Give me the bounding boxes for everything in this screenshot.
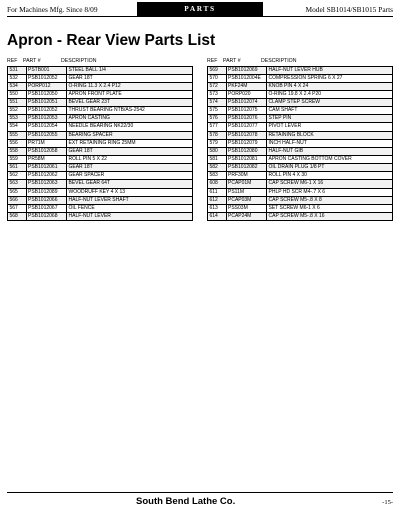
ref-cell: 608: [208, 180, 227, 187]
description-cell: CAM SHAFT: [268, 107, 298, 114]
part-number-cell: PSB1012068: [27, 213, 68, 220]
description-cell: EXT RETAINING RING 25MM: [68, 139, 136, 146]
table-row: [8, 148, 192, 156]
table-row: [208, 172, 392, 180]
part-number-cell: PSB1012069: [227, 67, 268, 74]
description-cell: APRON CASTING BOTTOM COVER: [268, 156, 352, 163]
description-cell: CAP SCREW M5-.8 X 8: [268, 196, 322, 203]
ref-cell: 572: [208, 83, 227, 90]
ref-cell: 574: [208, 99, 227, 106]
description-cell: PHLP HD SCR M4-.7 X 6: [268, 188, 326, 195]
ref-cell: 577: [208, 123, 227, 130]
table-row: [8, 164, 192, 172]
table-row: [8, 205, 192, 213]
table-row: [8, 189, 192, 197]
table-row: [208, 91, 392, 99]
description-cell: OIL DRAIN PLUG 1/8 PT: [268, 164, 325, 171]
table-row: [208, 180, 392, 188]
description-cell: GEAR 18T: [68, 147, 93, 154]
ref-cell: 578: [208, 132, 227, 139]
col-part-header: PART #: [223, 58, 241, 64]
part-number-cell: PSB1012075: [227, 107, 268, 114]
table-row: [208, 123, 392, 131]
part-number-cell: PR71M: [27, 140, 68, 147]
ref-cell: 558: [8, 148, 27, 155]
table-row: [208, 148, 392, 156]
ref-cell: 570: [208, 75, 227, 82]
table-row: [208, 189, 392, 197]
table-body: [7, 66, 193, 222]
ref-cell: 612: [208, 197, 227, 204]
ref-cell: 551: [8, 99, 27, 106]
description-cell: BEARING SPACER: [68, 131, 113, 138]
part-number-cell: PSS03M: [227, 205, 268, 212]
table-row: [208, 83, 392, 91]
part-number-cell: PS11M: [227, 189, 268, 196]
header-model: Model SB1014/SB1015 Parts: [305, 5, 393, 14]
footer-divider: [7, 492, 393, 493]
ref-cell: 562: [8, 172, 27, 179]
ref-cell: 575: [208, 107, 227, 114]
table-row: [8, 107, 192, 115]
table-row: [208, 205, 392, 213]
description-cell: ROLL PIN 5 X 22: [68, 156, 107, 163]
ref-cell: 561: [8, 164, 27, 171]
part-number-cell: PSB1012077: [227, 123, 268, 130]
part-number-cell: PSB1012081: [227, 156, 268, 163]
part-number-cell: PSB1012066: [27, 197, 68, 204]
ref-cell: 559: [8, 156, 27, 163]
table-row: [208, 164, 392, 172]
part-number-cell: PSB1012053: [27, 115, 68, 122]
ref-cell: 532: [8, 75, 27, 82]
ref-cell: 555: [8, 132, 27, 139]
description-cell: GEAR 18T: [68, 74, 93, 81]
table-row: [8, 197, 192, 205]
part-number-cell: PSB1012004E: [227, 75, 268, 82]
part-number-cell: PSB1012074: [227, 99, 268, 106]
header-section-label: PARTS: [137, 2, 263, 16]
part-number-cell: PRF30M: [227, 172, 268, 179]
ref-cell: 611: [208, 189, 227, 196]
table-row: [208, 115, 392, 123]
table-row: [208, 67, 392, 75]
table-row: [8, 132, 192, 140]
description-cell: BEVEL GEAR 64T: [68, 180, 110, 187]
header-machine-date: For Machines Mfg. Since 8/09: [7, 5, 98, 14]
table-row: [208, 99, 392, 107]
part-number-cell: PCAP03M: [227, 197, 268, 204]
ref-cell: 581: [208, 156, 227, 163]
table-header: [207, 58, 393, 65]
description-cell: O-RING 19.8 X 2.4 P20: [268, 90, 322, 97]
ref-cell: 580: [208, 148, 227, 155]
description-cell: INCH HALF-NUT: [268, 139, 307, 146]
part-number-cell: PR58M: [27, 156, 68, 163]
table-row: [8, 67, 192, 75]
ref-cell: 531: [8, 67, 27, 74]
table-row: [8, 91, 192, 99]
ref-cell: 567: [8, 205, 27, 212]
table-row: [208, 197, 392, 205]
ref-cell: 554: [8, 123, 27, 130]
description-cell: THRUST BEARING NTB/AS-2542: [68, 107, 145, 114]
table-row: [8, 99, 192, 107]
parts-table-right: [207, 58, 393, 221]
table-body: [207, 66, 393, 222]
table-row: [208, 140, 392, 148]
table-row: [208, 132, 392, 140]
ref-cell: 573: [208, 91, 227, 98]
table-row: [8, 180, 192, 188]
ref-cell: 576: [208, 115, 227, 122]
description-cell: STEEL BALL 1/4: [68, 66, 106, 73]
part-number-cell: PSB1012052: [27, 107, 68, 114]
description-cell: O-RING 11.3 X 2.4 P12: [68, 82, 121, 89]
description-cell: STEP PIN: [268, 115, 292, 122]
description-cell: APRON FRONT PLATE: [68, 90, 122, 97]
description-cell: HALF-NUT GIB: [268, 147, 304, 154]
description-cell: CAP SCREW M5-.8 X 16: [268, 213, 325, 220]
description-cell: SET SCREW M6-1 X 6: [268, 204, 320, 211]
page-title: Apron - Rear View Parts List: [7, 32, 216, 49]
table-row: [208, 156, 392, 164]
description-cell: HALF-NUT LEVER HUB: [268, 66, 323, 73]
part-number-cell: PSB1012063: [27, 180, 68, 187]
ref-cell: 614: [208, 213, 227, 220]
description-cell: GEAR SPACER: [68, 172, 105, 179]
parts-table-left: [7, 58, 193, 221]
description-cell: CAP SCREW M6-1 X 16: [268, 180, 324, 187]
part-number-cell: PSB1012054: [27, 123, 68, 130]
ref-cell: 583: [208, 172, 227, 179]
description-cell: COMPRESSION SPRING 6 X 27: [268, 74, 343, 81]
part-number-cell: PSB1012050: [27, 91, 68, 98]
part-number-cell: PSB1012061: [27, 164, 68, 171]
header-divider: [7, 16, 393, 17]
part-number-cell: PSB1012089: [27, 189, 68, 196]
part-number-cell: PSB1012078: [227, 132, 268, 139]
ref-cell: 534: [8, 83, 27, 90]
table-row: [8, 156, 192, 164]
description-cell: PIVOT LEVER: [268, 123, 302, 130]
description-cell: HALF-NUT LEVER: [68, 213, 111, 220]
table-row: [8, 172, 192, 180]
part-number-cell: PSB1012055: [27, 132, 68, 139]
col-ref-header: REF: [207, 58, 218, 64]
part-number-cell: PSB1012082: [227, 164, 268, 171]
part-number-cell: PSB1012058: [27, 148, 68, 155]
table-row: [8, 83, 192, 91]
ref-cell: 563: [8, 180, 27, 187]
part-number-cell: PSB1012052: [27, 75, 68, 82]
description-cell: RETAINING BLOCK: [268, 131, 314, 138]
ref-cell: 556: [8, 140, 27, 147]
description-cell: GEAR 18T: [68, 164, 93, 171]
ref-cell: 553: [8, 115, 27, 122]
table-header: [7, 58, 193, 65]
table-row: [208, 107, 392, 115]
table-row: [8, 213, 192, 220]
part-number-cell: PKF24M: [227, 83, 268, 90]
ref-cell: 569: [208, 67, 227, 74]
description-cell: ROLL PIN 4 X 30: [268, 172, 307, 179]
part-number-cell: PSB1012067: [27, 205, 68, 212]
table-row: [8, 75, 192, 83]
part-number-cell: PSB1012051: [27, 99, 68, 106]
table-row: [208, 213, 392, 220]
description-cell: WOODRUFF KEY 4 X 13: [68, 188, 126, 195]
part-number-cell: PSB1012079: [227, 140, 268, 147]
brand-logo: South Bend Lathe Co.: [136, 496, 236, 507]
description-cell: OIL FENCE: [68, 204, 95, 211]
part-number-cell: PSB1012080: [227, 148, 268, 155]
col-ref-header: REF: [7, 58, 18, 64]
description-cell: CLAMP STEP SCREW: [268, 99, 320, 106]
description-cell: HALF-NUT LEVER SHAFT: [68, 196, 129, 203]
ref-cell: 568: [8, 213, 27, 220]
ref-cell: 566: [8, 197, 27, 204]
ref-cell: 579: [208, 140, 227, 147]
table-row: [208, 75, 392, 83]
ref-cell: 550: [8, 91, 27, 98]
table-row: [8, 123, 192, 131]
part-number-cell: PORP020: [227, 91, 268, 98]
table-row: [8, 140, 192, 148]
description-cell: KNOB PIN 4 X 24: [268, 82, 309, 89]
description-cell: APRON CASTING: [68, 115, 110, 122]
col-desc-header: DESCRIPTION: [261, 58, 297, 64]
description-cell: NEEDLE BEARING NK22/30: [68, 123, 134, 130]
description-cell: BEVEL GEAR 23T: [68, 99, 110, 106]
ref-cell: 552: [8, 107, 27, 114]
part-number-cell: PCAP24M: [227, 213, 268, 220]
part-number-cell: PSTB001: [27, 67, 68, 74]
part-number-cell: PCAP01M: [227, 180, 268, 187]
col-desc-header: DESCRIPTION: [61, 58, 97, 64]
table-row: [8, 115, 192, 123]
part-number-cell: PSB1012062: [27, 172, 68, 179]
ref-cell: 565: [8, 189, 27, 196]
col-part-header: PART #: [23, 58, 41, 64]
page-number: -15-: [382, 499, 393, 506]
part-number-cell: PSB1012076: [227, 115, 268, 122]
ref-cell: 613: [208, 205, 227, 212]
ref-cell: 582: [208, 164, 227, 171]
part-number-cell: PORP012: [27, 83, 68, 90]
